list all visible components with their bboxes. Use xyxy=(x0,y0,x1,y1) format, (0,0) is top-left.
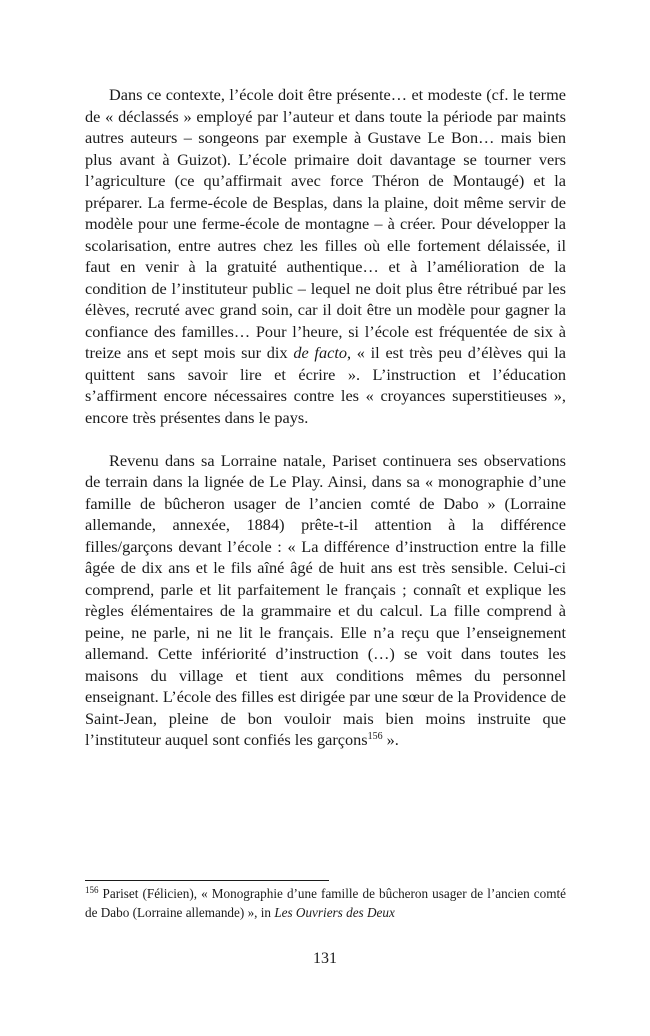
page-body xyxy=(85,84,566,751)
footnote-marker: 156 xyxy=(85,885,99,895)
footnote-separator xyxy=(85,880,329,881)
paragraph-2-text-a: Revenu dans sa Lorraine natale, Pariset continuera ses observations de terrain dans la lignée de Le Play. Ainsi, dans sa « monographie d’une famille de bûcheron usager de l’ancien comté de Dabo » (Lorraine allemande, annexée, 1884) prête-t-il attention à la différence filles/garçons devant l’école : « La différence d’instruction entre la fille âgée de dix ans et le fils aîné âgé de huit ans est très sensible. Celui-ci comprend, parle et lit parfaitement le français ; connaît et explique les règles élémentaires de la grammaire et du calcul. La fille comprend à peine, ne parle, ni ne lit le français. Elle n’a reçu que l’enseignement allemand. Cette infériorité d’instruction (…) se voit dans toutes les maisons du village et tient aux conditions mêmes du personnel enseignant. L’école des filles est dirigée par une sœur de la Providence de Saint-Jean, pleine de bon vouloir mais bien moins instruite que l’instituteur auquel sont confiés les garçons xyxy=(85,450,566,749)
footnote-reference-156[interactable]: 156 xyxy=(367,731,383,742)
footnote-text: Pariset (Félicien), « Monographie d’une famille de bûcheron usager de l’ancien comté de Dabo (Lorraine allemande) », in xyxy=(85,886,566,920)
paragraph-2-text-b: ». xyxy=(382,730,399,749)
paragraph-1-text-a: Dans ce contexte, l’école doit être présente… et modeste (cf. le terme de « déclassés » employé par l’auteur et dans toute la période par maints autres auteurs – songeons par exemple à Gustave Le Bon… mais bien plus avant à Guizot). L’école primaire doit davantage se tourner vers l’agriculture (ce qu’affirmait avec force Théron de Montaugé) et la préparer. La ferme-école de Besplas, dans la plaine, doit même servir de modèle pour une ferme-école de montagne – à créer. Pour développer la scolarisation, entre autres chez les filles où elle fortement délaissée, il faut en venir à la gratuité authentique… et à l’amélioration de la condition de l’instituteur public – lequel ne doit plus être rétribué par les élèves, recruté avec grand soin, car il doit être un modèle pour gagner la confiance des familles… Pour l’heure, si l’école est fréquentée de six à treize ans et sept mois sur dix xyxy=(85,85,566,362)
paragraph-1-italic-de-facto: de facto xyxy=(293,343,347,362)
paragraph-1-text-b: , « il est très peu d’élèves qui la quittent sans savoir lire et écrire ». L’instruction et l’éducation s’affirment encore nécessaires contre les « croyances superstitieuses », encore très présentes dans le pays. xyxy=(85,343,566,427)
footnote-156 xyxy=(85,884,566,922)
paragraph-1 xyxy=(85,84,566,428)
page-number: 131 xyxy=(313,950,337,967)
paragraph-2 xyxy=(85,450,566,751)
footnote-italic-title: Les Ouvriers des Deux xyxy=(274,905,395,920)
